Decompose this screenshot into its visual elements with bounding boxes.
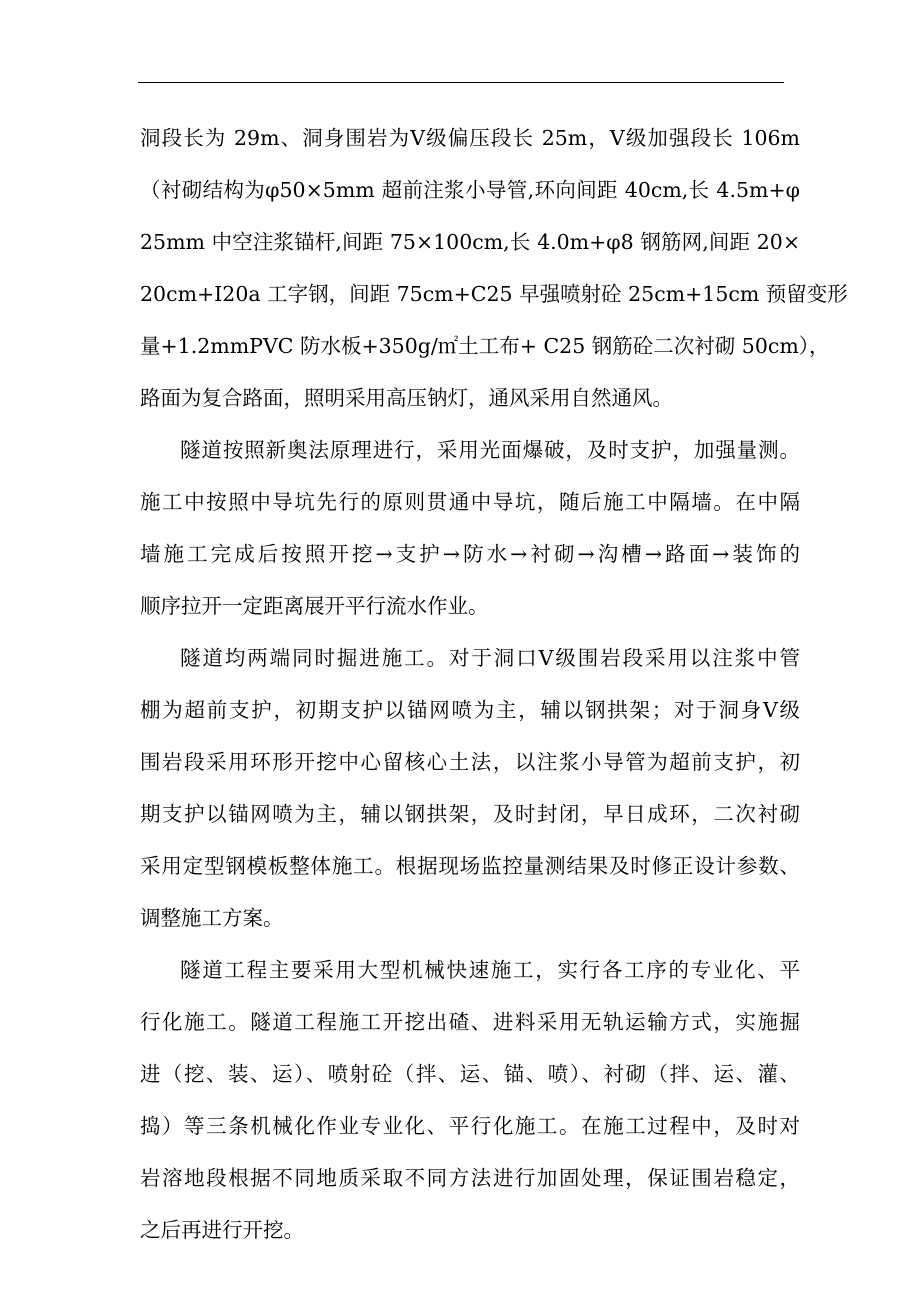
paragraph-line: 围岩段采用环形开挖中心留核心土法，以注浆小导管为超前支护，初	[140, 750, 800, 774]
paragraph-line: 顺序拉开一定距离展开平行流水作业。	[140, 594, 489, 618]
paragraph-line: 墙施工完成后按照开挖→支护→防水→衬砌→沟槽→路面→装饰的	[140, 542, 800, 566]
paragraph-line: （衬砌结构为φ50×5mm 超前注浆小导管,环向间距 40cm,长 4.5m+φ	[140, 178, 800, 202]
paragraph-line: 进（挖、装、运）、喷射砼（拌、运、锚、喷）、衬砌（拌、运、灌、	[140, 1062, 800, 1086]
paragraph-line: 隧道均两端同时掘进施工。对于洞口Ⅴ级围岩段采用以注浆中管	[180, 646, 800, 670]
paragraph-line: 洞段长为 29m、洞身围岩为Ⅴ级偏压段长 25m，Ⅴ级加强段长 106m	[140, 126, 800, 150]
paragraph-line: 25mm 中空注浆锚杆,间距 75×100cm,长 4.0m+φ8 钢筋网,间距 20×	[140, 230, 800, 254]
header-rule	[138, 82, 784, 83]
paragraph-line: 捣）等三条机械化作业专业化、平行化施工。在施工过程中，及时对	[140, 1114, 800, 1138]
paragraph-line: 量+1.2mmPVC 防水板+350g/㎡土工布+ C25 钢筋砼二次衬砌 50cm），	[140, 334, 830, 358]
paragraph-line: 隧道按照新奥法原理进行，采用光面爆破，及时支护，加强量测。	[180, 438, 800, 462]
paragraph-line: 隧道工程主要采用大型机械快速施工，实行各工序的专业化、平	[180, 958, 800, 982]
paragraph-line: 20cm+I20a 工字钢，间距 75cm+C25 早强喷射砼 25cm+15cm 预留变形	[140, 282, 848, 306]
paragraph-line: 岩溶地段根据不同地质采取不同方法进行加固处理，保证围岩稳定，	[140, 1166, 800, 1190]
paragraph-line: 调整施工方案。	[140, 906, 284, 930]
paragraph-line: 棚为超前支护，初期支护以锚网喷为主，辅以钢拱架；对于洞身Ⅴ级	[140, 698, 800, 722]
paragraph-line: 期支护以锚网喷为主，辅以钢拱架，及时封闭，早日成环，二次衬砌	[140, 802, 800, 826]
paragraph-line: 采用定型钢模板整体施工。根据现场监控量测结果及时修正设计参数、	[140, 854, 800, 878]
paragraph-line: 行化施工。隧道工程施工开挖出碴、进料采用无轨运输方式，实施掘	[140, 1010, 800, 1034]
paragraph-line: 施工中按照中导坑先行的原则贯通中导坑，随后施工中隔墙。在中隔	[140, 490, 800, 514]
paragraph-line: 路面为复合路面，照明采用高压钠灯，通风采用自然通风。	[140, 386, 673, 410]
paragraph-line: 之后再进行开挖。	[140, 1218, 304, 1242]
